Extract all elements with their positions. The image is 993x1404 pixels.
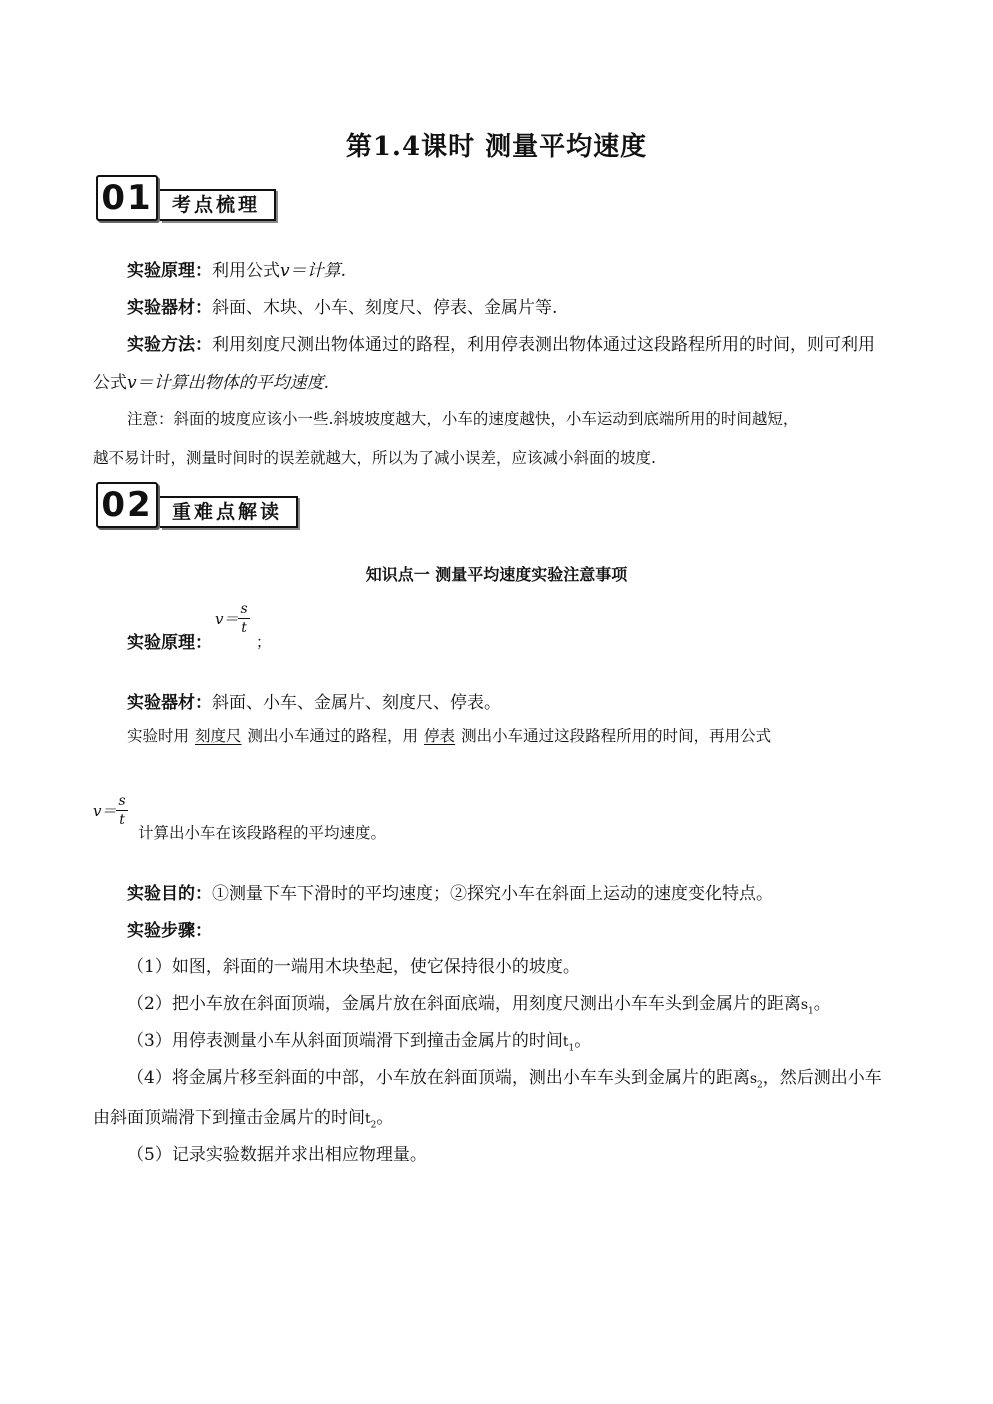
step-4c-var: t xyxy=(365,1111,371,1127)
fill-text-a: 实验时用 xyxy=(127,727,190,745)
method-line-2 xyxy=(93,368,329,393)
section-02-header xyxy=(96,482,298,528)
step-3-sub: 1 xyxy=(568,1043,575,1054)
step-4-line-1 xyxy=(127,1063,882,1090)
step-4-text-c: 由斜面顶端滑下到撞击金属片的时间 xyxy=(93,1108,365,1128)
step-4-text-a: （4）将金属片移至斜面的中部，小车放在斜面顶端，测出小车车头到金属片的距离 xyxy=(127,1068,750,1088)
fill-text-b: 测出小车通过的路程，用 xyxy=(247,727,419,745)
equipment-line xyxy=(127,293,557,318)
principle-label: 实验原理： xyxy=(127,261,212,281)
principle-text: 利用公式 xyxy=(212,261,280,281)
equipment-text: 斜面、木块、小车、刻度尺、停表、金属片等. xyxy=(212,298,558,318)
semicolon: ； xyxy=(256,633,272,651)
fill-text-c: 测出小车通过这段路程所用的时间，再用公式 xyxy=(461,727,772,745)
method-formula: v＝计算出物体的平均速度. xyxy=(127,373,330,393)
principle-line xyxy=(127,256,346,281)
period: 。 xyxy=(376,1108,394,1128)
page-title: 第1.4课时 测量平均速度 xyxy=(345,132,648,162)
equipment-text: 斜面、小车、金属片、刻度尺、停表。 xyxy=(212,693,501,713)
knowledge-point-heading: 知识点一 测量平均速度实验注意事项 xyxy=(365,565,628,584)
purpose-text: ①测量下车下滑时的平均速度；②探究小车在斜面上运动的速度变化特点。 xyxy=(212,884,773,904)
principle-label: 实验原理： xyxy=(127,633,212,653)
period: 。 xyxy=(574,1031,592,1051)
step-2 xyxy=(127,989,831,1016)
method-label: 实验方法： xyxy=(127,335,212,355)
method-line-1 xyxy=(127,330,875,355)
step-1: （1）如图，斜面的一端用木块垫起，使它保持很小的坡度。 xyxy=(127,957,580,977)
step-2-sub: 1 xyxy=(808,1006,814,1017)
equipment-label: 实验器材： xyxy=(127,298,212,318)
purpose-label: 实验目的： xyxy=(127,884,212,904)
velocity-formula xyxy=(215,600,250,637)
steps-label xyxy=(127,916,212,941)
section-number: 02 xyxy=(96,482,158,528)
principle-label-2 xyxy=(127,628,212,653)
fraction-numerator: s xyxy=(118,793,126,809)
fraction xyxy=(238,600,249,637)
equipment-label: 实验器材： xyxy=(127,693,212,713)
blank-answer-stopwatch: 停表 xyxy=(424,727,456,745)
step-4-var: s xyxy=(749,1071,758,1087)
purpose-line xyxy=(127,879,773,904)
step-3-var: t xyxy=(562,1034,569,1050)
calc-text: 计算出小车在该段路程的平均速度。 xyxy=(138,824,387,842)
section-number: 01 xyxy=(96,175,158,221)
equipment-line-2 xyxy=(127,688,501,713)
fraction-denominator: t xyxy=(241,620,247,636)
section-01-header xyxy=(96,175,276,221)
method-text-2a: 公式 xyxy=(93,373,127,393)
step-3-text: （3）用停表测量小车从斜面顶端滑下到撞击金属片的时间 xyxy=(127,1031,563,1051)
step-2-var: s xyxy=(800,997,809,1013)
fraction-numerator: s xyxy=(240,601,248,617)
steps-heading: 实验步骤： xyxy=(127,921,212,941)
note-line-2: 越不易计时，测量时间时的误差就越大，所以为了减小误差，应该减小斜面的坡度. xyxy=(93,449,656,467)
step-4-line-2 xyxy=(93,1103,393,1130)
period: 。 xyxy=(813,994,831,1014)
principle-formula: v＝计算. xyxy=(280,261,347,281)
step-5: （5）记录实验数据并求出相应物理量。 xyxy=(127,1145,427,1165)
step-2-text: （2）把小车放在斜面顶端，金属片放在斜面底端，用刻度尺测出小车车头到金属片的距离 xyxy=(127,994,801,1014)
fill-blank-line xyxy=(127,724,771,746)
formula-lhs: v＝ xyxy=(93,802,117,820)
step-4c-sub: 2 xyxy=(370,1120,377,1131)
section-label: 重难点解读 xyxy=(160,496,298,528)
fraction xyxy=(116,792,127,829)
step-4-text-b: ，然后测出小车 xyxy=(762,1068,882,1088)
formula-lhs: v＝ xyxy=(215,610,239,628)
section-label: 考点梳理 xyxy=(160,189,276,221)
step-3 xyxy=(127,1026,591,1053)
blank-answer-ruler: 刻度尺 xyxy=(195,727,242,745)
note-line-1: 注意：斜面的坡度应该小一些.斜坡坡度越大，小车的速度越快，小车运动到底端所用的时间越短， xyxy=(127,410,799,428)
velocity-formula-2 xyxy=(93,792,128,829)
method-text: 利用刻度尺测出物体通过的路程，利用停表测出物体通过这段路程所用的时间，则可利用 xyxy=(212,335,875,355)
fraction-denominator: t xyxy=(119,812,125,828)
step-4-sub: 2 xyxy=(757,1080,763,1091)
